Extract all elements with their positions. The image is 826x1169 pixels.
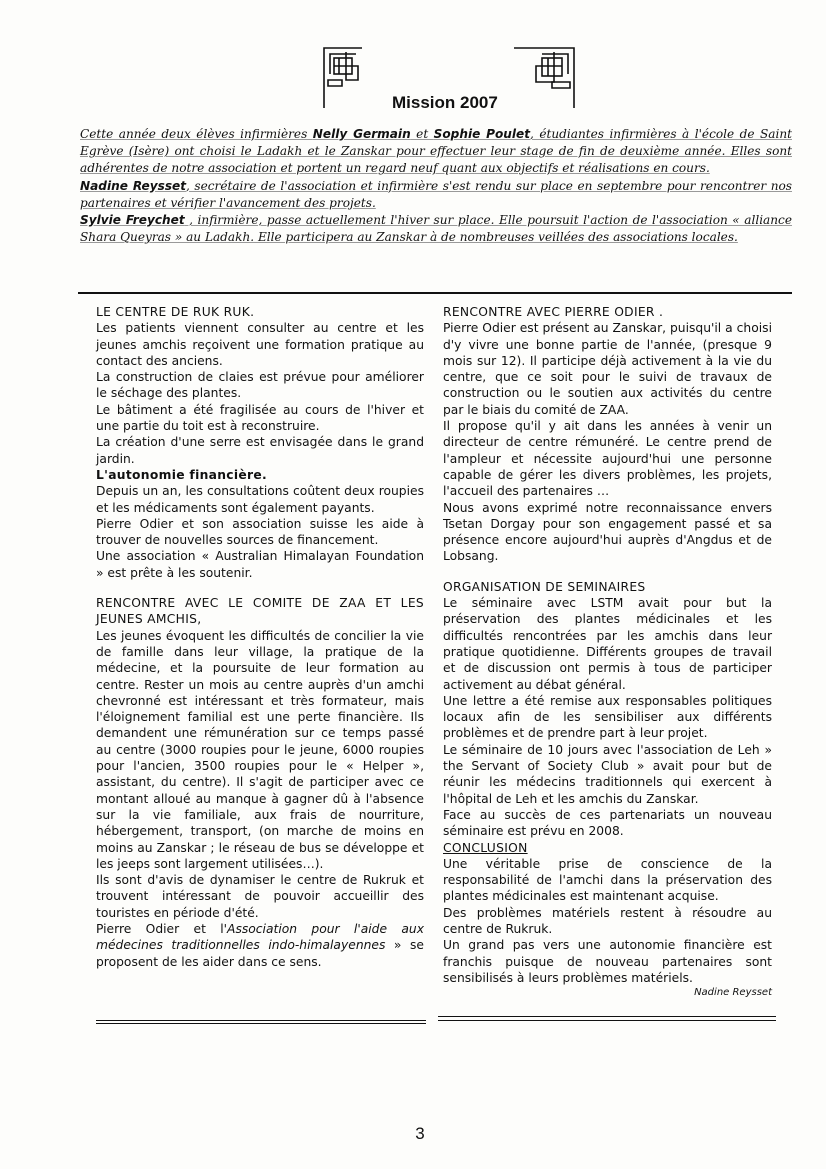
page-number: 3 (415, 1124, 425, 1143)
right-tibetan-knot-icon (512, 44, 578, 110)
paragraph: Pierre Odier et l'Association pour l'aide aux médecines traditionnelles indo-himalayennes » se proposent de les aider dans ce sens. (96, 921, 424, 969)
paragraph: Le séminaire avec LSTM avait pour but la préservation des plantes médicinales et les difficultés rencontrées par les amchis dans leur pratique quotidienne. Différents groupes de travail et de discussion ont permis à tous de participer activement au débat général. (443, 596, 772, 692)
paragraph: Des problèmes matériels restent à résoudre au centre de Rukruk. (443, 905, 772, 936)
student-name-2: Sophie Poulet (433, 127, 531, 141)
left-tibetan-knot-icon (322, 44, 366, 110)
student-name-1: Nelly Germain (312, 127, 411, 141)
paragraph: Pierre Odier et son association suisse les aide à trouver de nouvelles sources de financement. (96, 516, 424, 548)
left-column (96, 304, 424, 970)
heading-comite-zaa: RENCONTRE AVEC LE COMITE DE ZAA ET LES JEUNES AMCHIS, (96, 596, 424, 627)
paragraph: Ils sont d'avis de dynamiser le centre de Rukruk et trouvent intéressant de pouvoir accueillir des touristes en période d'été. (96, 873, 424, 920)
heading-conclusion: CONCLUSION (443, 840, 528, 855)
paragraph: Nous avons exprimé notre reconnaissance envers Tsetan Dorgay pour son engagement passé et sa présence encore aujourd'hui auprès d'Angdus et de Lobsang. (443, 500, 772, 564)
heading-centre-ruk-ruk: LE CENTRE DE RUK RUK. (96, 305, 255, 319)
paragraph: Le séminaire de 10 jours avec l'association de Leh » the Servant of Society Club » avait pour but de réunir les médecins traditionnels qui exercent à l'hôpital de Leh et les amchis du Zanskar. (443, 742, 772, 806)
author-signature: Nadine Reysset (694, 987, 772, 999)
heading-pierre-odier: RENCONTRE AVEC PIERRE ODIER . (443, 305, 664, 319)
paragraph: Les patients viennent consulter au centre et les jeunes amchis reçoivent une formation pratique au contact des anciens. (96, 321, 424, 368)
paragraph: Une lettre a été remise aux responsables politiques locaux afin de les sensibiliser aux différents problèmes et de prendre part à leur projet. (443, 693, 772, 741)
paragraph: Face au succès de ces partenariats un nouveau séminaire est prévu en 2008. (443, 807, 772, 839)
paragraph: Pierre Odier est présent au Zanskar, puisqu'il a choisi d'y vivre une bonne partie de l'année, (presque 9 mois sur 12). Il participe déjà activement à la vie du centre, que ce soit pour le suivi de travaux de construction ou le soutien aux activités du centre par le biais du comité de ZAA. (443, 321, 772, 417)
paragraph: Il propose qu'il y ait dans les années à venir un directeur de centre rémunéré. Le centre prend de l'ampleur et nécessite aujourd'hui une personne capable de gérer les divers problèmes, les projets, l'accueil des partenaires … (443, 419, 772, 499)
intro-paragraph: Cette année deux élèves infirmières Nelly Germain et Sophie Poulet, étudiantes infirmières à l'école de Saint Egrève (Isère) ont choisi le Ladakh et le Zanskar pour effectuer leur stage de fin de deuxième année. Elles sont adhérentes de notre association et portent un regard neuf quant aux objectifs et réalisations en cours. Nadine Reysset, secrétaire de l'association et infirmière s'est rendu sur place en septembre pour rencontrer nos partenaires et vérifier l'avancement des projets. Sylvie Freychet , infirmière, passe actuellement l'hiver sur place. Elle poursuit l'action de l'association « alliance Shara Queyras » au Ladakh. Elle participera au Zanskar à de nombreuses veillées des associations locales. (80, 127, 792, 245)
nurse-name: Sylvie Freychet (80, 213, 185, 228)
column-end-rule (438, 1020, 776, 1021)
heading-seminaires: ORGANISATION DE SEMINAIRES (443, 579, 646, 594)
paragraph: La construction de claies est prévue pour améliorer le séchage des plantes. (96, 370, 424, 401)
right-column (443, 304, 772, 1000)
column-end-rule (438, 1016, 776, 1017)
paragraph: La création d'une serre est envisagée dans le grand jardin. (96, 435, 424, 466)
paragraph: Une association « Australian Himalayan Foundation » est prête à les soutenir. (96, 549, 424, 580)
paragraph: Une véritable prise de conscience de la responsabilité de l'amchi dans la préservation des plantes médicinales est maintenant acquise. (443, 856, 772, 904)
paragraph: Un grand pas vers une autonomie financière est franchis puisque de nouveau partenaires sont sensibilisés à leurs problèmes matériels. (443, 938, 772, 985)
section-divider (78, 292, 792, 294)
page-title: Mission 2007 (392, 93, 498, 112)
heading-autonomie: L'autonomie financière. (96, 467, 268, 482)
paragraph: Les jeunes évoquent les difficultés de concilier la vie de famille dans leur village, la pratique de la médecine, et la poursuite de leur formation au centre. Rester un mois au centre auprès d'un amchi chevronné est intéressant et très formateur, mais l'éloignement familial est une perte financière. Ils demandent une rémunération sur ce temps passé au centre (3000 roupies pour le jeune, 6000 roupies pour l'ancien, 3500 roupies pour le « Helper », assistant, du centre). Il s'agit de participer avec ce montant alloué au manque à gagner dû à l'absence sur la vie familiale, aux frais de nourriture, hébergement, transport, (on marche de moins en moins au Zanskar ; le réseau de bus se développe et les jeeps sont largement utilisées…). (96, 628, 424, 871)
column-end-rule (96, 1020, 426, 1021)
paragraph: Le bâtiment a été fragilisée au cours de l'hiver et une partie du toit est à reconstruire. (96, 402, 424, 434)
paragraph: Depuis un an, les consultations coûtent deux roupies et les médicaments sont également payants. (96, 484, 424, 515)
secretary-name: Nadine Reysset (80, 178, 186, 193)
column-end-rule (96, 1023, 426, 1024)
